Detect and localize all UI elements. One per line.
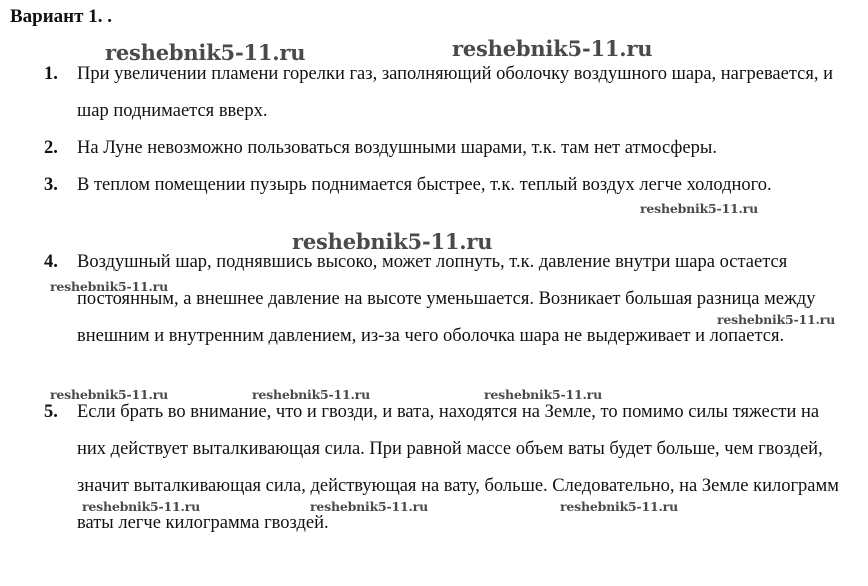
answer-number: 5. (44, 402, 58, 422)
answer-number: 1. (44, 64, 58, 84)
answer-number: 3. (44, 175, 58, 195)
answer-text: При увеличении пламени горелки газ, заполняющий оболочку воздушного шара, нагревается, и шар поднимается вверх. (77, 64, 834, 121)
answer-text: Если брать во внимание, что и гвозди, и вата, находятся на Земле, то помимо силы тяжести на них действует выталкивающая сила. При равной массе объем ваты будет больше, чем гвоздей, значит выталкивающая сила, действующая на вату, больше. Следовательно, на Земле килограмм ваты легче килограмма гвоздей. (77, 402, 839, 533)
watermark: reshebnik5-11.ru (50, 279, 168, 294)
answer-number: 2. (44, 138, 58, 158)
answer-item-1 (40, 56, 852, 130)
answer-item-5 (40, 394, 852, 542)
answer-text: Воздушный шар, поднявшись высоко, может лопнуть, т.к. давление внутри шара остается постоянным, а внешнее давление на высоте уменьшается. Возникает большая разница между внешним и внутренним давлением, из-за чего оболочка шара не выдерживает и лопается. (77, 252, 816, 346)
watermark: reshebnik5-11.ru (484, 387, 602, 402)
watermark: reshebnik5-11.ru (50, 387, 168, 402)
answer-item-2 (40, 130, 852, 167)
watermark: reshebnik5-11.ru (292, 229, 493, 254)
watermark: reshebnik5-11.ru (452, 36, 653, 61)
answer-text: В теплом помещении пузырь поднимается быстрее, т.к. теплый воздух легче холодного. (77, 175, 772, 195)
answer-number: 4. (44, 252, 58, 272)
watermark: reshebnik5-11.ru (640, 201, 758, 216)
variant-title: Вариант 1. . (10, 6, 112, 27)
watermark: reshebnik5-11.ru (82, 499, 200, 514)
watermark: reshebnik5-11.ru (560, 499, 678, 514)
watermark: reshebnik5-11.ru (252, 387, 370, 402)
watermark: reshebnik5-11.ru (105, 40, 306, 65)
answer-item-4 (40, 244, 852, 355)
answer-text: На Луне невозможно пользоваться воздушными шарами, т.к. там нет атмосферы. (77, 138, 717, 158)
answer-item-3 (40, 167, 852, 204)
watermark: reshebnik5-11.ru (310, 499, 428, 514)
watermark: reshebnik5-11.ru (717, 312, 835, 327)
